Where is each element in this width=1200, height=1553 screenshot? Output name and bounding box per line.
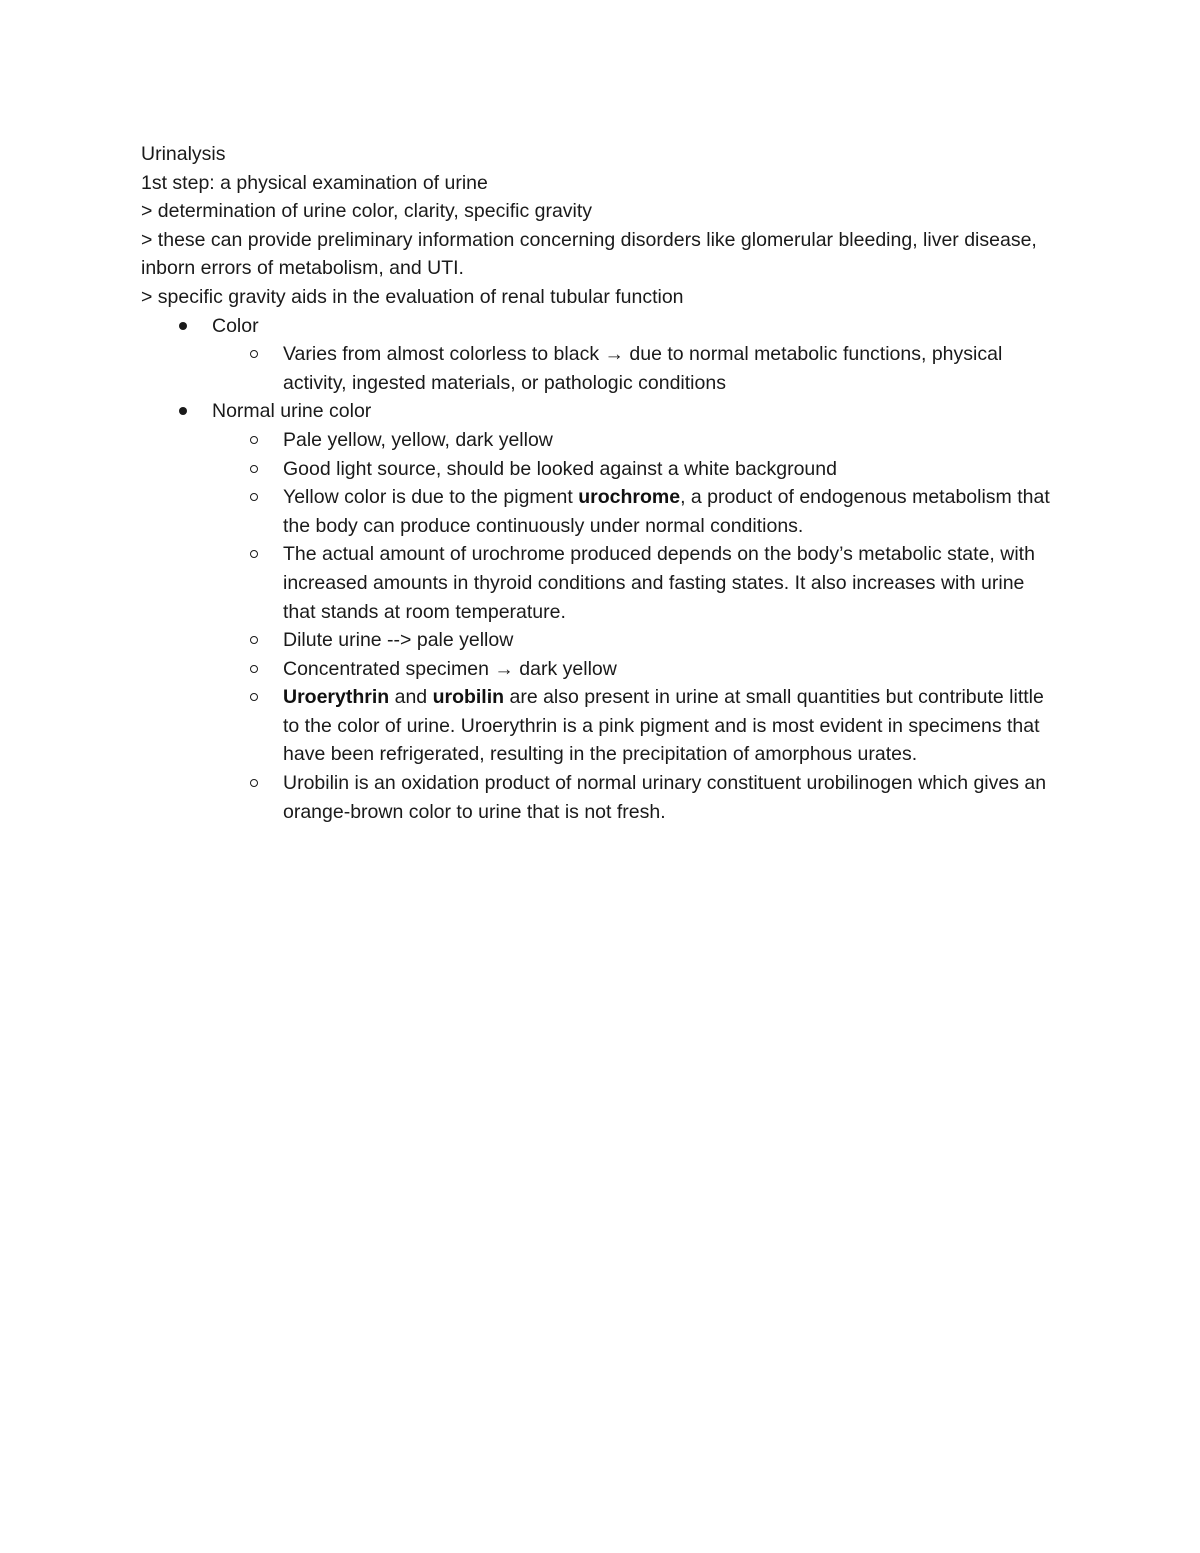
list-item-text: Good light source, should be looked against a white background [283, 457, 837, 480]
bold-term-urochrome: urochrome [578, 486, 681, 509]
document-body [141, 140, 1061, 826]
bold-term-urobilin: urobilin [432, 686, 505, 709]
list-item [141, 340, 1061, 397]
bold-term-uroerythrin: Uroerythrin [283, 686, 390, 709]
document-title: Urinalysis [141, 143, 226, 165]
filled-bullet-icon [179, 407, 187, 415]
hollow-bullet-icon [250, 436, 258, 444]
intro-line: > determination of urine color, clarity, specific gravity [141, 200, 593, 223]
list-item [141, 483, 1061, 540]
hollow-bullet-icon [250, 350, 258, 358]
list-item-text-pre: Yellow color is due to the pigment [283, 486, 579, 509]
hollow-bullet-icon [250, 779, 258, 787]
list-item [141, 426, 1061, 455]
list-item-text: The actual amount of urochrome produced depends on the body’s metabolic state, with increased amounts in thyroid conditions and fasting states. It also increases with urine that stands at room temperature. [283, 543, 1035, 623]
list-item [141, 626, 1061, 655]
hollow-bullet-icon [250, 636, 258, 644]
list-item [141, 769, 1061, 826]
hollow-bullet-icon [250, 665, 258, 673]
section-color [141, 312, 1061, 398]
list-item-text: Dilute urine --> pale yellow [283, 629, 514, 652]
sub-list [141, 340, 1061, 397]
section-normal-urine-color [141, 397, 1061, 826]
list-item [141, 455, 1061, 484]
list-item-text: Urobilin is an oxidation product of normal urinary constituent urobilinogen which gives an orange-brown color to urine that is not fresh. [283, 772, 1047, 823]
section-heading: Normal urine color [212, 400, 372, 423]
list-item-text-mid: and [389, 686, 433, 709]
intro-line: > these can provide preliminary information concerning disorders like glomerular bleeding, liver disease, inborn errors of metabolism, and UTI. [141, 228, 1037, 280]
section-heading: Color [212, 314, 259, 337]
intro-line: 1st step: a physical examination of urine [141, 171, 488, 194]
list-item-text-post: , a product of endogenous metabolism that the body can produce continuously under normal conditions. [283, 486, 1050, 537]
sub-list [141, 426, 1061, 826]
intro-line: > specific gravity aids in the evaluation of renal tubular function [141, 285, 684, 308]
hollow-bullet-icon [250, 465, 258, 473]
list-item-text: Varies from almost colorless to black → due to normal metabolic functions, physical activity, ingested materials, or pathologic conditions [283, 343, 1003, 394]
list-item-text: Concentrated specimen → dark yellow [283, 657, 617, 680]
list-item [141, 540, 1061, 626]
section-list [141, 312, 1061, 827]
list-item-text-post: are also present in urine at small quantities but contribute little to the color of urine. Uroerythrin is a pink pigment and is most evident in specimens that have been refrigerated, resulting in the precipitation of amorphous urates. [283, 686, 1044, 766]
hollow-bullet-icon [250, 693, 258, 701]
filled-bullet-icon [179, 322, 187, 330]
list-item [141, 683, 1061, 769]
list-item [141, 655, 1061, 684]
list-item-text: Pale yellow, yellow, dark yellow [283, 428, 553, 451]
hollow-bullet-icon [250, 550, 258, 558]
hollow-bullet-icon [250, 493, 258, 501]
